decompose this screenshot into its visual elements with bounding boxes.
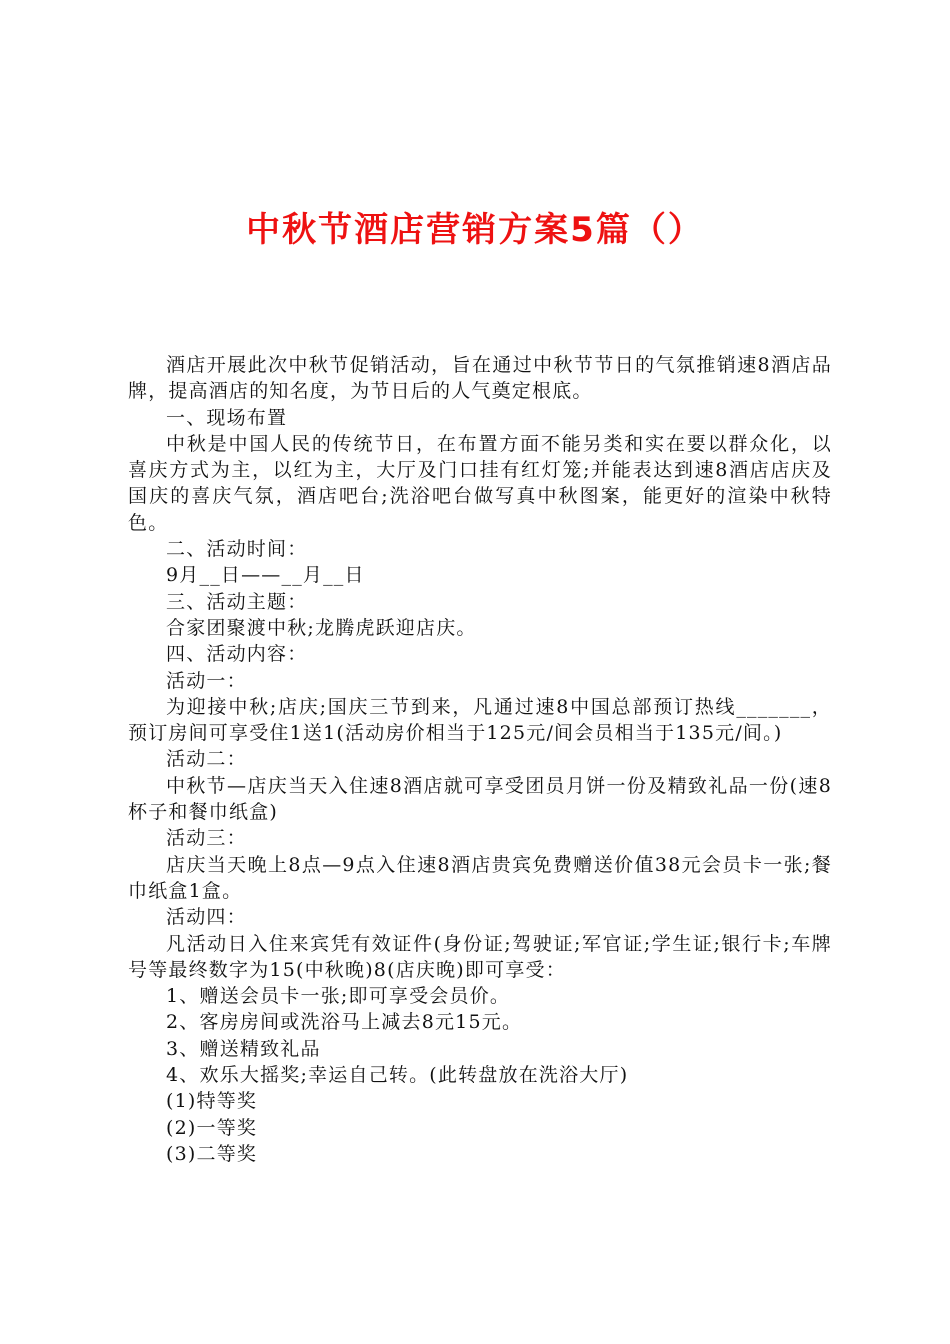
list-item: 3、赠送精致礼品 [166,1037,321,1060]
activity-three-heading: 活动三： [166,827,247,850]
document-body [128,352,832,1167]
activity-four-paragraph: 凡活动日入住来宾凭有效证件(身份证;驾驶证;军官证;学生证;银行卡;车牌号等最终数字为15(中秋晚)8(店庆晚)即可享受： [128,932,832,981]
activity-two-heading: 活动二： [166,748,247,771]
activity-four-heading: 活动四： [166,906,247,929]
section-heading-time: 二、活动时间： [166,538,308,561]
document-title: 中秋节酒店营销方案5篇（） [246,210,704,250]
activity-date-range: 9月__日——__月__日 [166,564,365,587]
section-heading-content: 四、活动内容： [166,643,308,666]
activity-one-heading: 活动一： [166,669,247,692]
layout-paragraph: 中秋是中国人民的传统节日，在布置方面不能另类和实在要以群众化，以喜庆方式为主，以红为主，大厅及门口挂有红灯笼;并能表达到速8酒店店庆及国庆的喜庆气氛，酒店吧台;洗浴吧台做写真中秋图案，能更好的渲染中秋特色。 [128,432,832,534]
activity-two-paragraph: 中秋节—店庆当天入住速8酒店就可享受团员月饼一份及精致礼品一份(速8杯子和餐巾纸盒) [128,774,832,824]
activity-theme: 合家团聚渡中秋;龙腾虎跃迎店庆。 [166,616,477,639]
prize-item: (1)特等奖 [166,1090,258,1113]
section-heading-theme: 三、活动主题： [166,590,308,613]
intro-paragraph: 酒店开展此次中秋节促销活动，旨在通过中秋节节日的气氛推销速8酒店品牌，提高酒店的知名度，为节日后的人气奠定根底。 [128,354,832,403]
section-heading-layout: 一、现场布置 [166,406,288,429]
list-item: 4、欢乐大摇奖;幸运自己转。(此转盘放在洗浴大厅) [166,1064,629,1087]
activity-one-paragraph: 为迎接中秋;店庆;国庆三节到来，凡通过速8中国总部预订热线_______，预订房间可享受住1送1(活动房价相当于125元/间会员相当于135元/间。) [128,695,832,745]
prize-item: (3)二等奖 [166,1142,258,1165]
list-item: 1、赠送会员卡一张;即可享受会员价。 [166,985,511,1008]
list-item: 2、客房房间或洗浴马上减去8元15元。 [166,1011,523,1034]
prize-item: (2)一等奖 [166,1116,258,1139]
activity-three-paragraph: 店庆当天晚上8点—9点入住速8酒店贵宾免费赠送价值38元会员卡一张;餐巾纸盒1盒。 [128,853,832,902]
